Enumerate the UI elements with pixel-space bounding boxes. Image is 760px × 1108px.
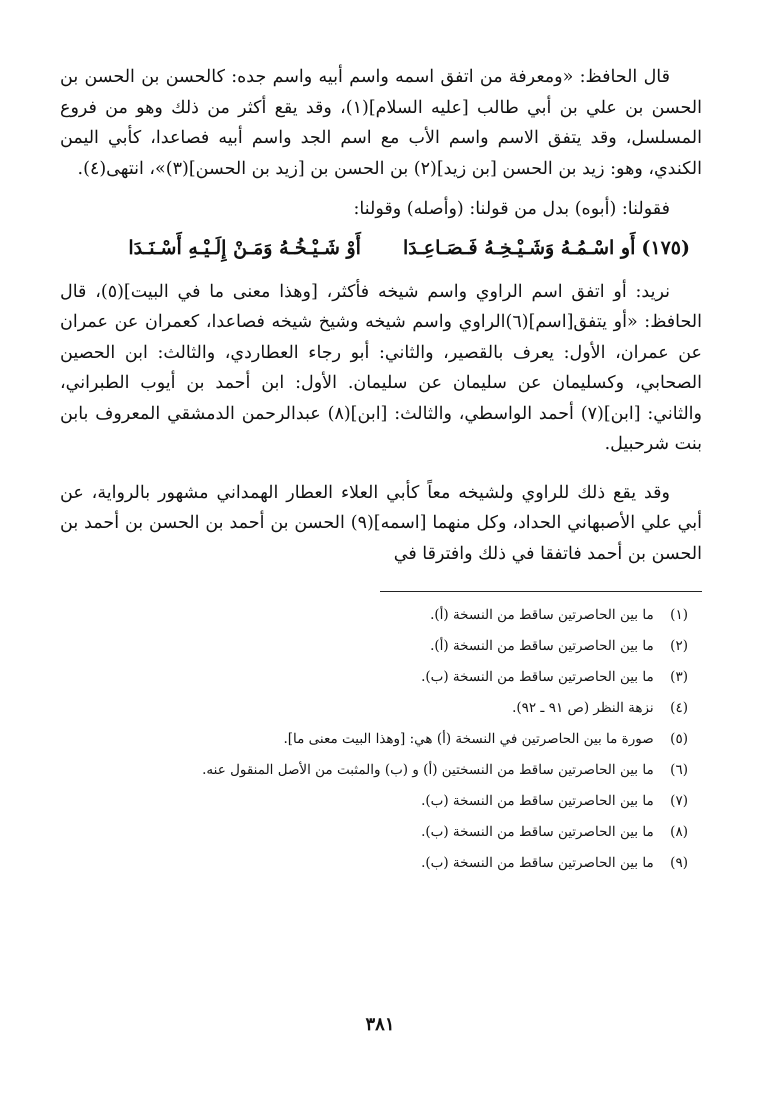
footnote [60,786,688,817]
footnote-text: ما بين الحاصرتين ساقط من النسخة (ب). [421,824,654,840]
footnote-number: (٩) [670,855,688,871]
page-body [60,62,702,879]
verse-hemistich-2: أَوْ شَـيْـخُـهُ وَمَـنْ إِلَـيْـهِ أَسْـنَـدَا [128,236,361,259]
footnote-text: ما بين الحاصرتين ساقط من النسخة (ب). [421,669,654,685]
footnote-divider [380,591,702,592]
footnote [60,755,688,786]
footnote [60,631,688,662]
footnotes [60,600,702,879]
paragraph-1: قال الحافظ: «ومعرفة من اتفق اسمه واسم أبيه واسم جده: كالحسن بن الحسن بن الحسن بن علي بن أبي طالب [عليه السلام](١)، وقد يقع أكثر من ذلك وهو من فروع المسلسل، وقد يتفق الاسم واسم الأب مع اسم الجد واسم أبيه فصاعدا، كأبي اليمن الكندي، وهو: زيد بن الحسن [بن زيد](٢) بن الحسن بن [زيد بن الحسن](٣)»، انتهى(٤). [60,67,702,179]
footnote [60,817,688,848]
footnote-number: (٨) [670,824,688,840]
footnote-number: (٥) [670,731,688,747]
footnote [60,600,688,631]
footnote-number: (٧) [670,793,688,809]
footnote [60,662,688,693]
footnote-text: ما بين الحاصرتين ساقط من النسخة (أ). [430,607,654,623]
paragraph-4: وقد يقع ذلك للراوي ولشيخه معاً كأبي العلاء العطار الهمداني مشهور بالرواية، عن أبي علي الأصبهاني الحداد، وكل منهما [اسمه](٩) الحسن بن أحمد بن الحسن بن أحمد بن الحسن بن أحمد فاتفقا في ذلك وافترقا في [60,482,702,564]
paragraph-2: فقولنا: (أبوه) بدل من قولنا: (وأصله) وقولنا: [353,199,670,219]
footnote-number: (٦) [670,762,688,778]
footnote-text: ما بين الحاصرتين ساقط من النسخة (أ). [430,638,654,654]
footnote-text: صورة ما بين الحاصرتين في النسخة (أ) هي: [وهذا البيت معنى ما]. [283,731,654,747]
footnote [60,693,688,724]
verse-number: (١٧٥) [641,236,690,259]
paragraph-3: نريد: أو اتفق اسم الراوي واسم شيخه فأكثر، [وهذا معنى ما في البيت](٥)، قال الحافظ: «أو يتفق[اسم](٦)الراوي واسم شيخه وشيخ شيخه فصاعدا، كعمران عن عمران عن عمران، الأول: يعرف بالقصير، والثاني: أبو رجاء العطاردي، والثالث: ابن الحصين الصحابي، وكسليمان عن سليمان عن سليمان. الأول: ابن أحمد بن أيوب الطبراني، والثاني: [ابن](٧) أحمد الواسطي، والثالث: [ابن](٨) عبدالرحمن الدمشقي المعروف بابن بنت شرحبيل. [60,281,702,454]
footnote-number: (٢) [670,638,688,654]
footnote-number: (٤) [670,700,688,716]
verse-hemistich-1: أَو اسْـمُـهُ وَشَـيْـخِـهُ فَـصَـاعِـدَا [402,236,636,259]
footnote [60,724,688,755]
footnote-number: (١) [670,607,688,623]
footnote [60,848,688,879]
footnote-text: نزهة النظر (ص ٩١ ـ ٩٢). [512,700,654,716]
footnote-text: ما بين الحاصرتين ساقط من النسخة (ب). [421,793,654,809]
footnote-number: (٣) [670,669,688,685]
verse-line [48,237,690,259]
footnote-text: ما بين الحاصرتين ساقط من النسختين (أ) و (ب) والمثبت من الأصل المنقول عنه. [202,762,654,778]
page-number: ٣٨١ [365,1014,395,1035]
footnote-text: ما بين الحاصرتين ساقط من النسخة (ب). [421,855,654,871]
